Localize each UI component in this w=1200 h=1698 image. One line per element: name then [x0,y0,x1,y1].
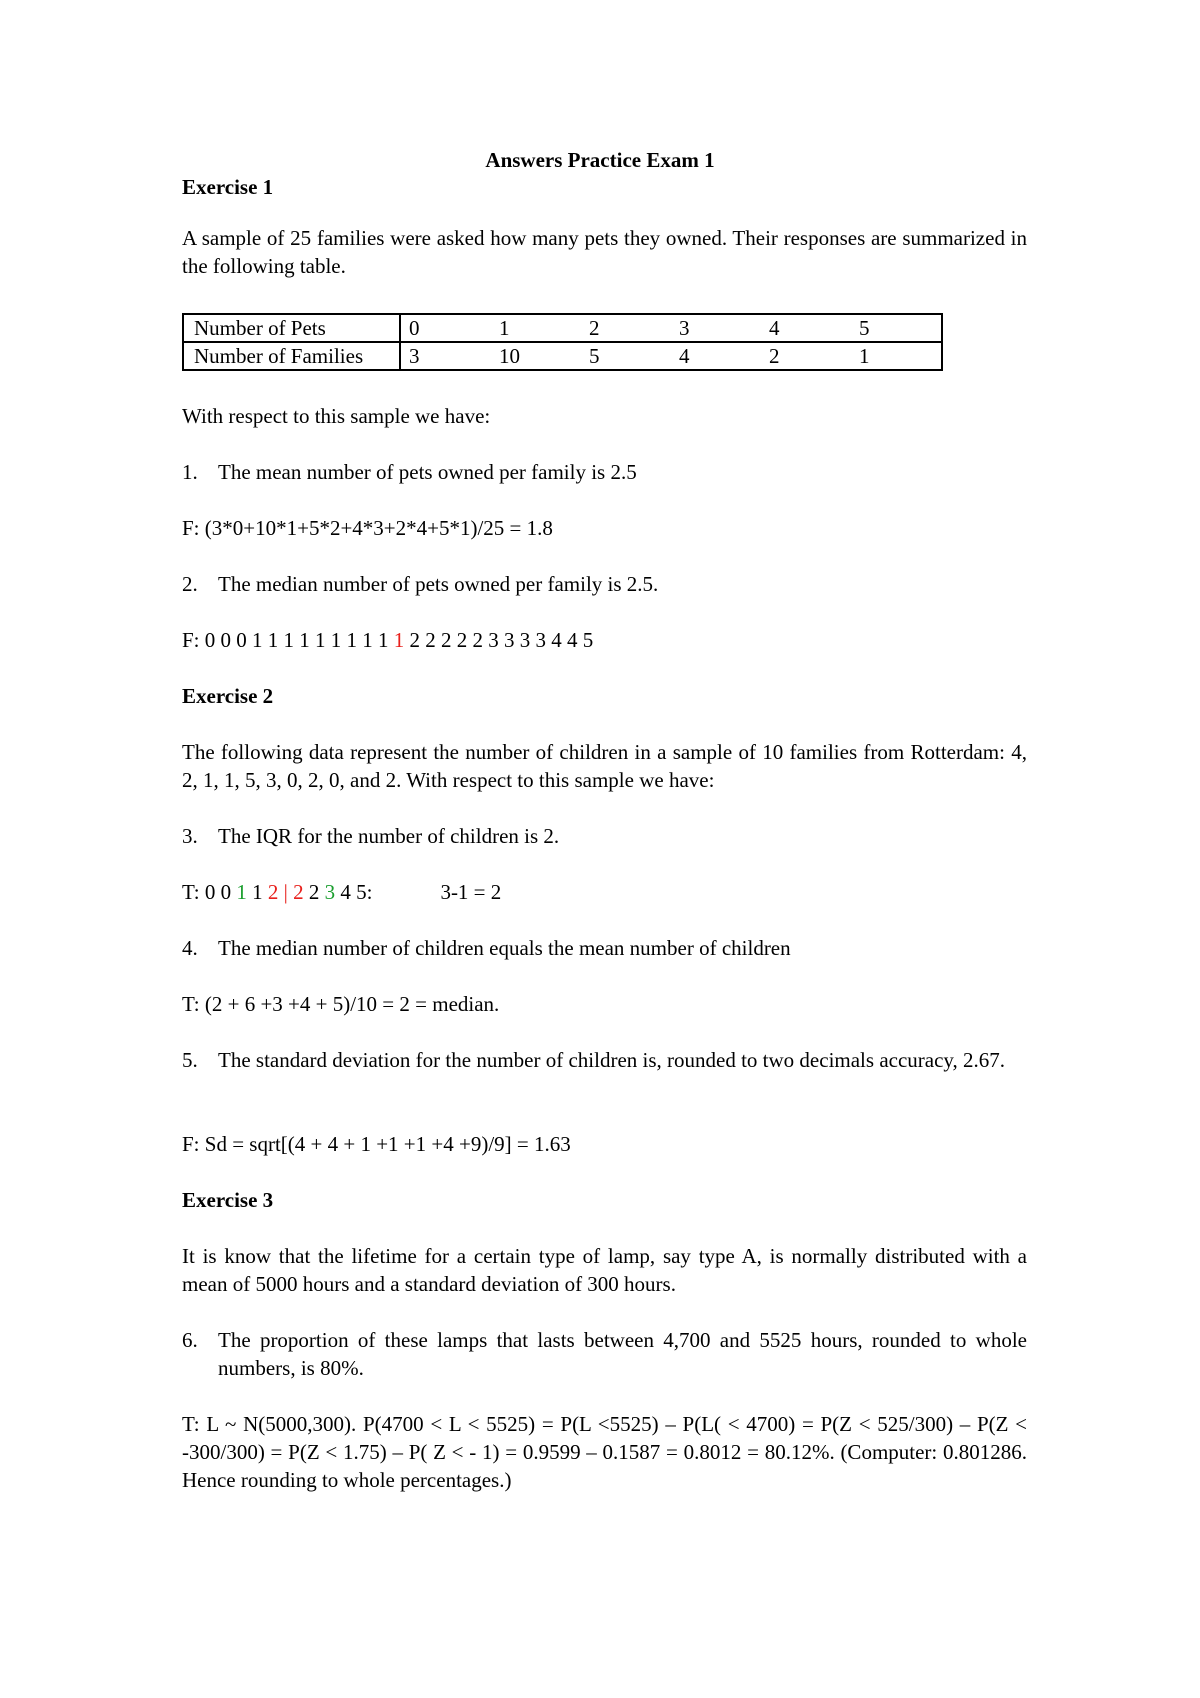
table-cell: 4 [671,342,761,370]
question-6 [182,1326,1027,1382]
table-cell: 1 [491,314,581,342]
table-row [183,342,942,370]
answer-5: F: Sd = sqrt[(4 + 4 + 1 +1 +1 +4 +9)/9] = 1.63 [182,1132,571,1156]
q3-highlight: 3 [324,880,336,904]
pets-table [182,313,943,371]
table-cell: 3 [400,342,491,370]
question-number: 3. [182,824,198,848]
question-2 [182,570,1027,598]
question-3 [182,822,1027,850]
table-cell: 10 [491,342,581,370]
question-number: 4. [182,936,198,960]
question-4 [182,934,1027,962]
exercise-3-heading: Exercise 3 [182,1188,274,1212]
question-text: The IQR for the number of children is 2. [218,824,560,848]
question-text: The standard deviation for the number of children is, rounded to two decimals accuracy, 2.67. [218,1048,1006,1072]
table-cell: 0 [400,314,491,342]
table-row [183,314,942,342]
answer-text: 2 2 2 2 2 3 3 3 3 4 4 5 [404,628,594,652]
answer-text: T: 0 0 [182,880,237,904]
table-cell: 5 [581,342,671,370]
table-cell: 4 [761,314,851,342]
question-text: The median number of children equals the mean number of children [218,936,791,960]
page-title: Answers Practice Exam 1 [485,148,715,172]
table-cell: 5 [851,314,942,342]
exercise-1-heading: Exercise 1 [182,175,274,199]
exercise-2-intro: The following data represent the number of children in a sample of 10 families from Rotterdam: 4, 2, 1, 1, 5, 3, 0, 2, 0, and 2. With respect to this sample we have: [182,740,1027,792]
question-number: 6. [182,1328,198,1352]
answer-1: F: (3*0+10*1+5*2+4*3+2*4+5*1)/25 = 1.8 [182,516,553,540]
answer-text: 1 [246,880,268,904]
question-number: 5. [182,1048,198,1072]
table-cell: 2 [761,342,851,370]
exercise-1-intro: A sample of 25 families were asked how many pets they owned. Their responses are summarized in the following table. [182,226,1027,278]
question-number: 1. [182,460,198,484]
table-row-label: Number of Pets [183,314,400,342]
answer-2 [182,626,1027,654]
table-row-label: Number of Families [183,342,400,370]
table-cell: 3 [671,314,761,342]
answer-3 [182,878,1027,906]
question-text: The proportion of these lamps that lasts between 4,700 and 5525 hours, rounded to whole numbers, is 80%. [218,1328,1027,1380]
exercise-3-intro: It is know that the lifetime for a certain type of lamp, say type A, is normally distributed with a mean of 5000 hours and a standard deviation of 300 hours. [182,1244,1027,1296]
exercise-1-lead: With respect to this sample we have: [182,404,491,428]
median-highlight: 1 [393,628,405,652]
q1-highlight: 1 [236,880,247,904]
answer-text: 4 5: [335,880,373,904]
question-text: The mean number of pets owned per family is 2.5 [218,460,637,484]
question-number: 2. [182,572,198,596]
table-cell: 1 [851,342,942,370]
table-cell: 2 [581,314,671,342]
question-5 [182,1046,1027,1074]
iqr-calculation: 3-1 = 2 [440,880,502,904]
answer-text: 2 [303,880,325,904]
exercise-2-heading: Exercise 2 [182,684,274,708]
answer-6: T: L ~ N(5000,300). P(4700 < L < 5525) = P(L <5525) – P(L( < 4700) = P(Z < 525/300) – P(Z < -300/300) = P(Z < 1.75) – P( Z < - 1) = 0.9599 – 0.1587 = 0.8012 = 80.12%. (Computer: 0.801286. Hence rounding to whole percentages.) [182,1412,1027,1492]
question-1 [182,458,1027,486]
answer-4: T: (2 + 6 +3 +4 + 5)/10 = 2 = median. [182,992,500,1016]
question-text: The median number of pets owned per family is 2.5. [218,572,659,596]
median-split-highlight: 2 | 2 [267,880,304,904]
answer-text: F: 0 0 0 1 1 1 1 1 1 1 1 1 [182,628,394,652]
